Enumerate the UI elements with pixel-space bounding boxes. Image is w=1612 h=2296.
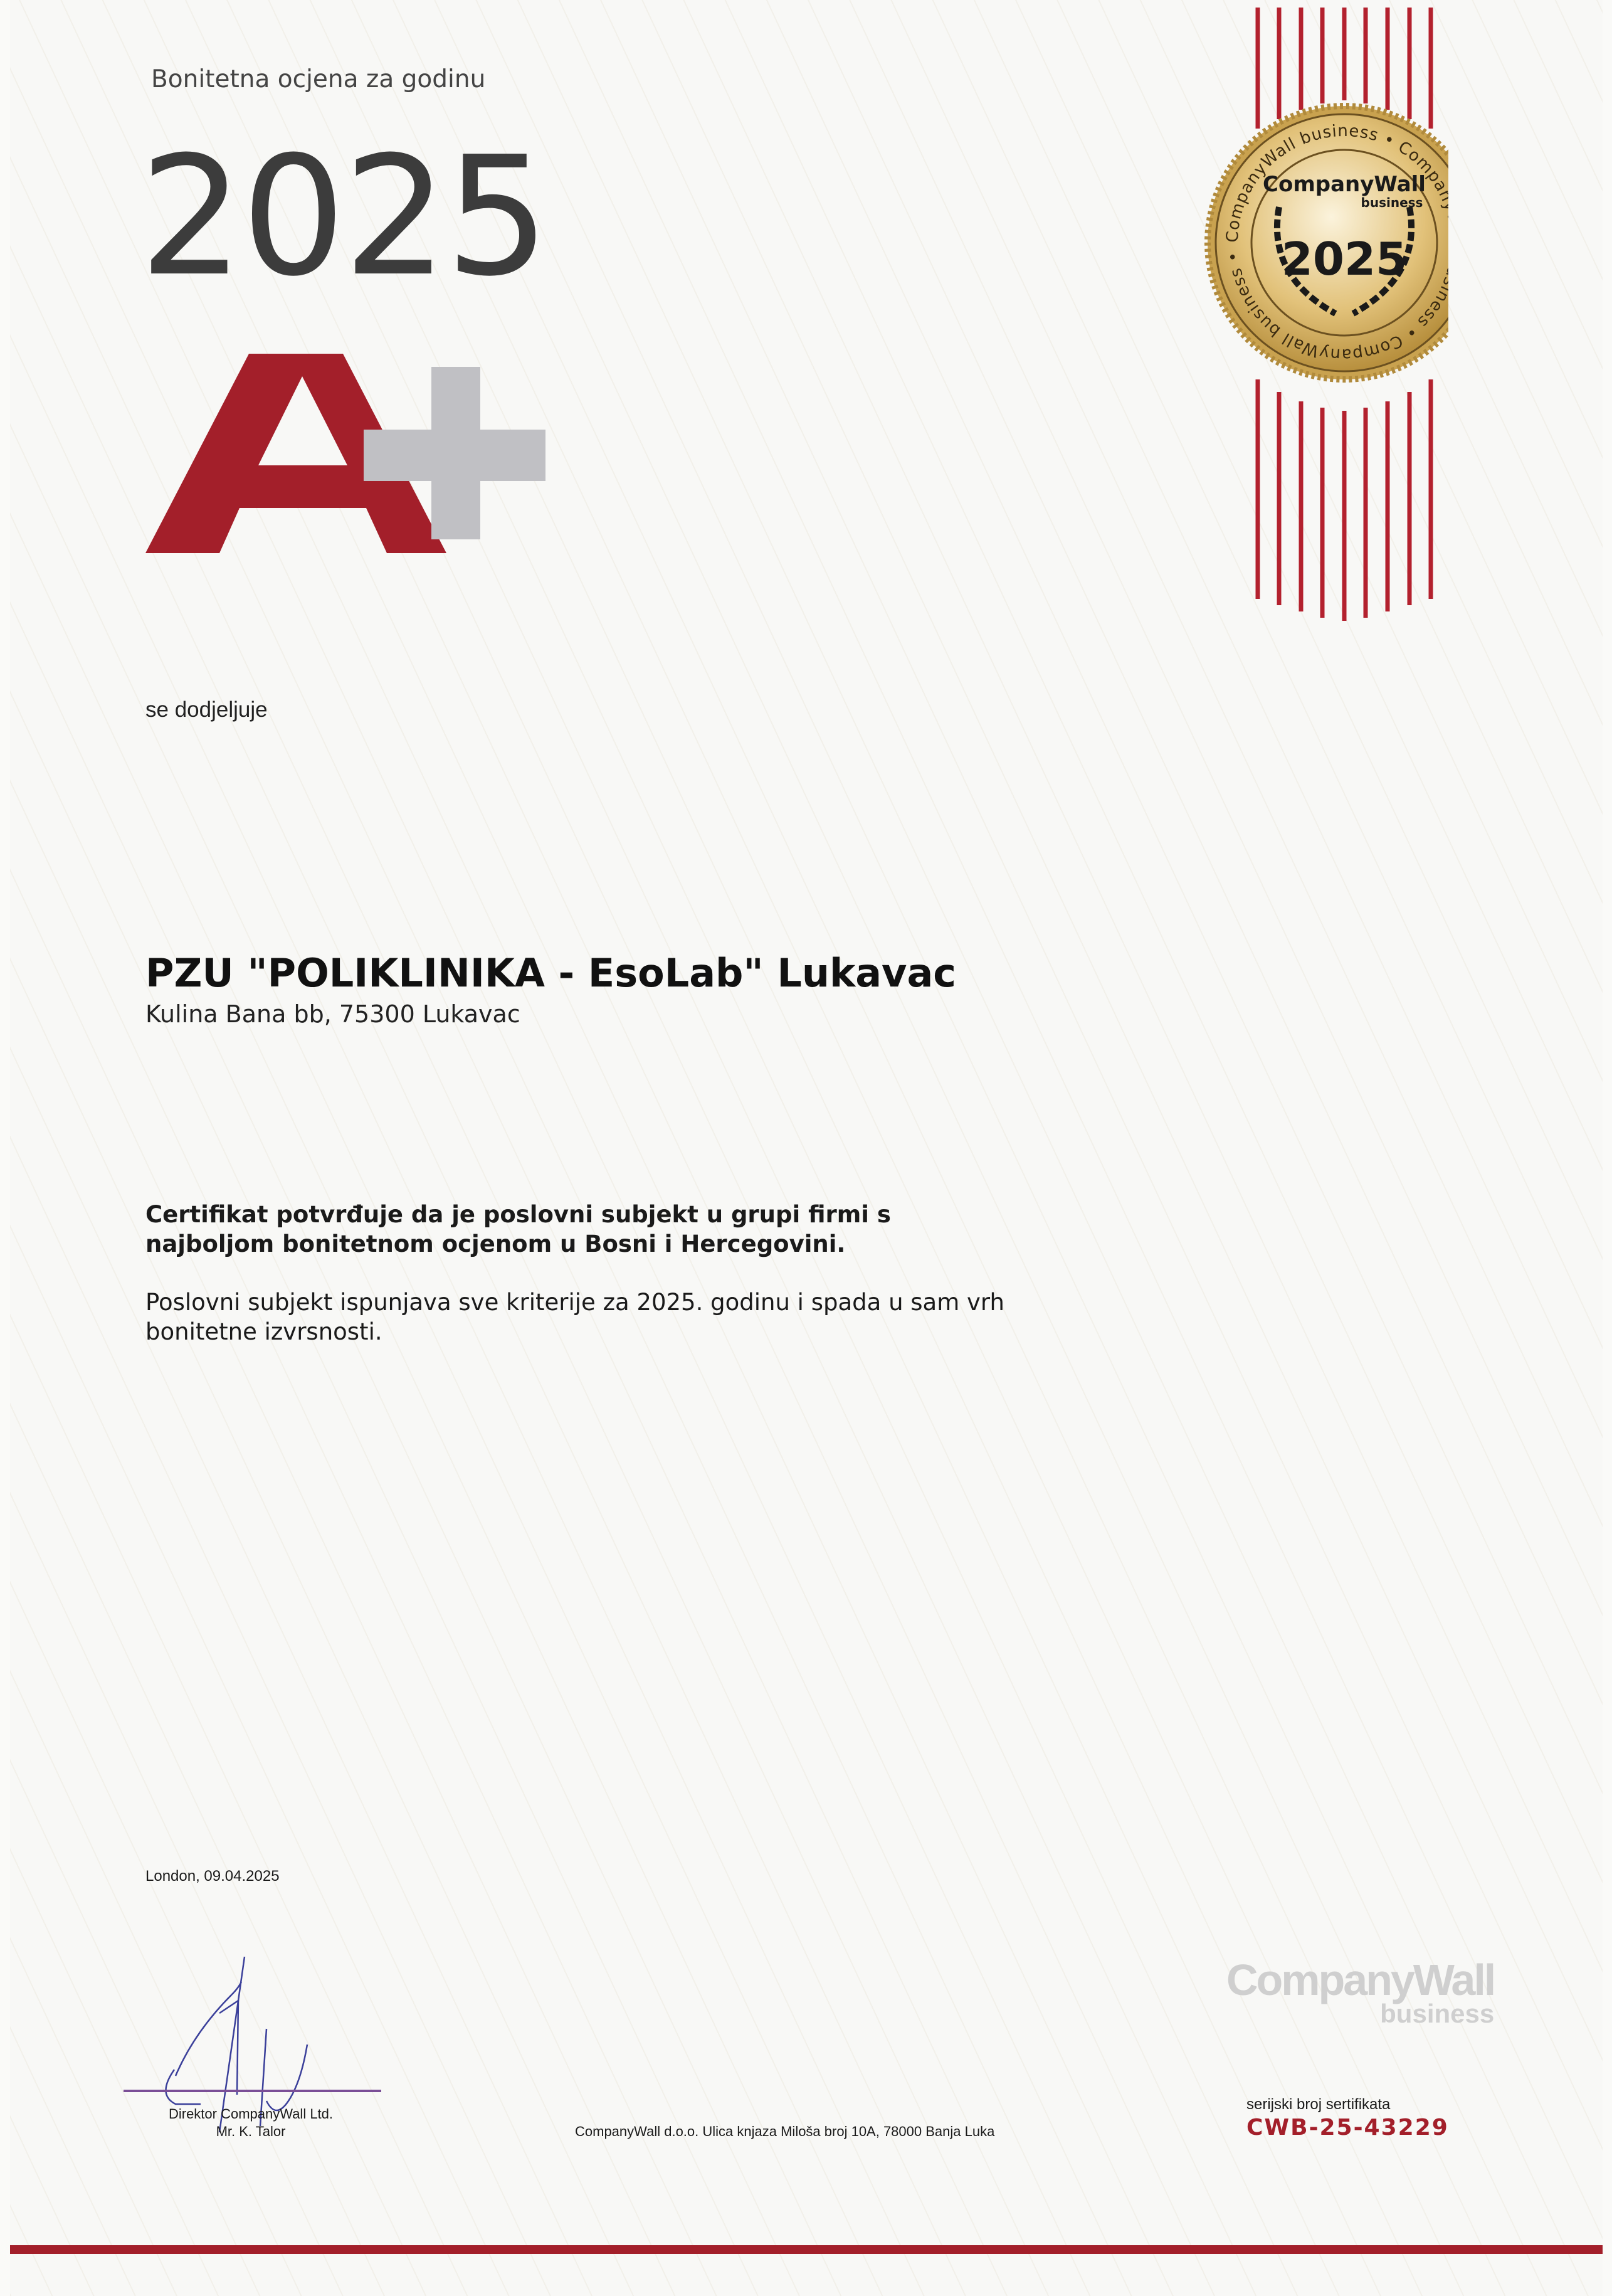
seal-ring-text: CompanyWall business • Comp ess • CompanyWall business •	[1223, 121, 1447, 364]
company-name: PZU "POLIKLINIKA - EsoLab" Lukavac	[145, 950, 957, 996]
logo-main: CompanyWall	[1226, 1955, 1495, 2004]
issuer-address: CompanyWall d.o.o. Ulica knjaza Miloša broj 10A, 78000 Banja Luka	[575, 2124, 995, 2139]
signature-line	[124, 2090, 381, 2092]
certificate-statement-bold: Certifikat potvrđuje da je poslovni subjekt u grupi firmi s najboljom bonitetnom ocjenom u Bosni i Hercegovini.	[145, 1201, 891, 1257]
certificate-subtitle: Bonitetna ocjena za godinu	[151, 65, 486, 93]
seal-brand-sub: business	[1361, 195, 1423, 210]
companywall-logo	[1226, 1955, 1495, 2028]
director-name: Mr. K. Talor	[216, 2124, 286, 2139]
serial-label: serijski broj sertifikata	[1246, 2096, 1391, 2113]
place-date: London, 09.04.2025	[145, 1868, 280, 1885]
grade-a-plus-logo	[145, 351, 553, 561]
serial-number: CWB-25-43229	[1246, 2115, 1449, 2140]
seal-year: 2025	[1281, 233, 1408, 285]
certificate-year: 2025	[139, 121, 547, 312]
awarded-text: se dodjeljuje	[145, 697, 268, 722]
certificate-statement: Poslovni subjekt ispunjava sve kriterije za 2025. godinu i spada u sam vrh bonitetne izvrsnosti.	[145, 1289, 1004, 1345]
company-address: Kulina Bana bb, 75300 Lukavac	[145, 1000, 520, 1028]
companywall-seal	[1185, 0, 1448, 630]
bottom-accent-bar	[10, 2245, 1603, 2254]
seal-brand: CompanyWall	[1263, 172, 1426, 197]
director-title: Direktor CompanyWall Ltd.	[168, 2106, 334, 2122]
logo-sub: business	[1380, 1999, 1495, 2028]
